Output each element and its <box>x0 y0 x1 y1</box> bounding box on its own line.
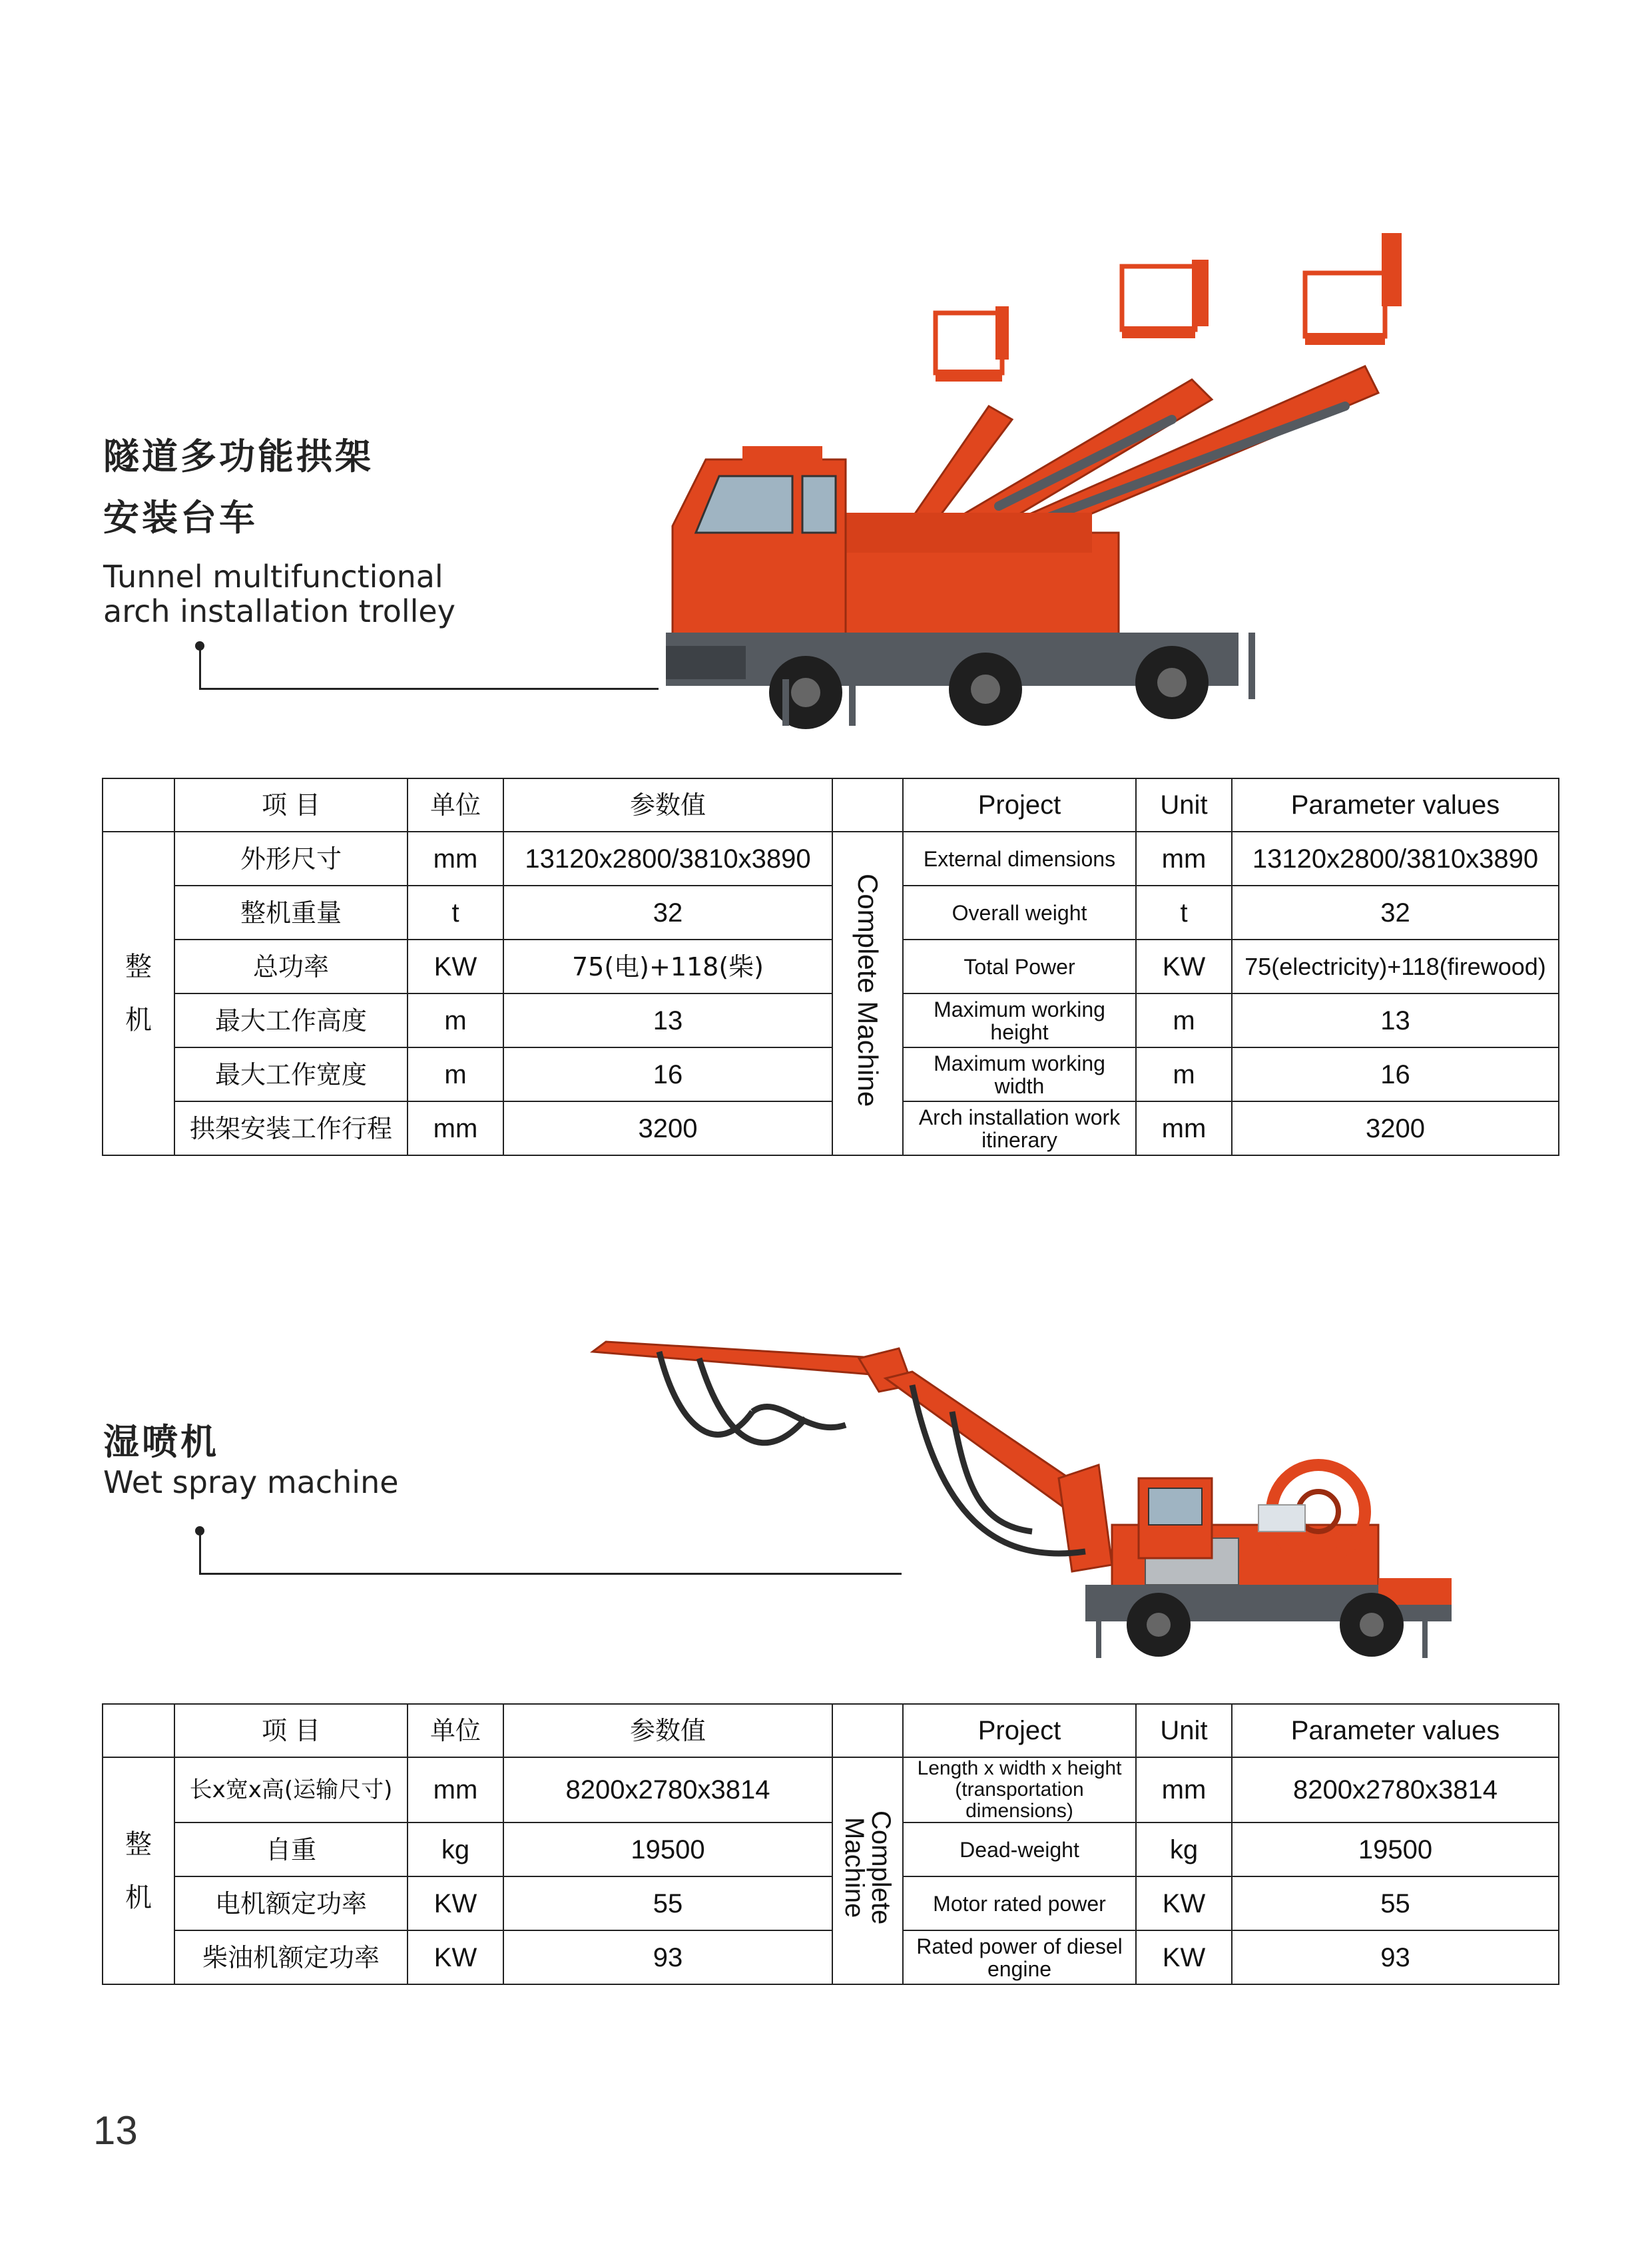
row1-unit-en: mm <box>1136 832 1232 886</box>
t2-row1-unit-en: mm <box>1136 1757 1232 1822</box>
spec-table-2 <box>102 1703 1559 1985</box>
group-label-cn-1: 整 <box>125 952 152 982</box>
group-label-en <box>832 832 903 1155</box>
t2-header-item-cn: 项 目 <box>174 1704 408 1757</box>
t2-row1-unit-cn: mm <box>408 1757 503 1822</box>
section1-title-cn <box>103 426 374 549</box>
row5-item-en: Maximum working width <box>903 1047 1136 1101</box>
t2-header-value-en: Parameter values <box>1232 1704 1559 1757</box>
row5-unit-en: m <box>1136 1047 1232 1101</box>
t2-row4-value-cn: 93 <box>503 1930 832 1984</box>
t2-row3-item-en: Motor rated power <box>903 1876 1136 1930</box>
t2-row1-item-cn: 长x宽x高(运输尺寸) <box>174 1757 408 1822</box>
row4-item-cn: 最大工作高度 <box>174 993 408 1047</box>
t2-row3-unit-en: KW <box>1136 1876 1232 1930</box>
row4-item-en: Maximum working height <box>903 993 1136 1047</box>
t2-row2-item-en: Dead-weight <box>903 1822 1136 1876</box>
t2-header-item-en: Project <box>903 1704 1136 1757</box>
row6-unit-en: mm <box>1136 1101 1232 1155</box>
section1-title-en-line2: arch installation trolley <box>103 593 455 629</box>
t2-header-blank <box>103 1704 174 1757</box>
row3-unit-en: KW <box>1136 940 1232 993</box>
t2-row2-item-cn: 自重 <box>174 1822 408 1876</box>
row6-item-en: Arch installation work itinerary <box>903 1101 1136 1155</box>
t2-header-blank-en <box>832 1704 903 1757</box>
t2-group-label-cn <box>103 1757 174 1984</box>
row5-item-cn: 最大工作宽度 <box>174 1047 408 1101</box>
t2-row4-item-cn: 柴油机额定功率 <box>174 1930 408 1984</box>
wet-spray-machine-image <box>566 1312 1485 1671</box>
row6-value-cn: 3200 <box>503 1101 832 1155</box>
row3-value-en: 75(electricity)+118(firewood) <box>1232 940 1559 993</box>
t2-row1-value-cn: 8200x2780x3814 <box>503 1757 832 1822</box>
header-item-cn: 项 目 <box>174 778 408 832</box>
t2-row4-unit-cn: KW <box>408 1930 503 1984</box>
section1-title-cn-line2: 安装台车 <box>103 497 258 539</box>
t2-header-value-cn: 参数值 <box>503 1704 832 1757</box>
t2-row3-value-en: 55 <box>1232 1876 1559 1930</box>
section1-title-en <box>103 559 455 629</box>
row2-value-en: 32 <box>1232 886 1559 940</box>
row1-value-en: 13120x2800/3810x3890 <box>1232 832 1559 886</box>
t2-row4-item-en: Rated power of diesel engine <box>903 1930 1136 1984</box>
header-blank <box>103 778 174 832</box>
row1-item-cn: 外形尺寸 <box>174 832 408 886</box>
t2-group-label-en-2: Machine <box>840 1817 869 1918</box>
t2-group-label-en-text <box>841 1811 894 1924</box>
group-label-cn <box>103 832 174 1155</box>
row1-value-cn: 13120x2800/3810x3890 <box>503 832 832 886</box>
leader-horizontal-1 <box>199 688 659 690</box>
row2-item-en: Overall weight <box>903 886 1136 940</box>
section2-title-en: Wet spray machine <box>103 1464 399 1500</box>
row2-item-cn: 整机重量 <box>174 886 408 940</box>
row4-value-cn: 13 <box>503 993 832 1047</box>
arch-trolley-image <box>626 220 1485 732</box>
row6-value-en: 3200 <box>1232 1101 1559 1155</box>
page-number: 13 <box>93 2108 138 2153</box>
section1-title-cn-line1: 隧道多功能拱架 <box>103 435 374 477</box>
t2-header-unit-en: Unit <box>1136 1704 1232 1757</box>
row3-unit-cn: KW <box>408 940 503 993</box>
leader-vertical-1 <box>199 646 201 690</box>
leader-vertical-2 <box>199 1531 201 1575</box>
t2-row2-unit-en: kg <box>1136 1822 1232 1876</box>
t2-row2-value-cn: 19500 <box>503 1822 832 1876</box>
row5-value-cn: 16 <box>503 1047 832 1101</box>
row1-item-en: External dimensions <box>903 832 1136 886</box>
t2-row4-value-en: 93 <box>1232 1930 1559 1984</box>
t2-group-label-cn-2: 机 <box>125 1882 152 1913</box>
row4-value-en: 13 <box>1232 993 1559 1047</box>
row4-unit-en: m <box>1136 993 1232 1047</box>
t2-row3-value-cn: 55 <box>503 1876 832 1930</box>
t2-row2-value-en: 19500 <box>1232 1822 1559 1876</box>
row3-value-cn: 75(电)+118(柴) <box>503 940 832 993</box>
row6-unit-cn: mm <box>408 1101 503 1155</box>
t2-row1-value-en: 8200x2780x3814 <box>1232 1757 1559 1822</box>
row4-unit-cn: m <box>408 993 503 1047</box>
row1-unit-cn: mm <box>408 832 503 886</box>
t2-header-unit-cn: 单位 <box>408 1704 503 1757</box>
section2-title-cn: 湿喷机 <box>103 1421 219 1463</box>
t2-row3-unit-cn: KW <box>408 1876 503 1930</box>
row5-value-en: 16 <box>1232 1047 1559 1101</box>
t2-row4-unit-en: KW <box>1136 1930 1232 1984</box>
row2-unit-en: t <box>1136 886 1232 940</box>
header-unit-en: Unit <box>1136 778 1232 832</box>
row2-unit-cn: t <box>408 886 503 940</box>
group-label-en-text: Complete Machine <box>852 874 884 1107</box>
t2-group-label-en <box>832 1757 903 1984</box>
row3-item-cn: 总功率 <box>174 940 408 993</box>
row2-value-cn: 32 <box>503 886 832 940</box>
row5-unit-cn: m <box>408 1047 503 1101</box>
header-item-en: Project <box>903 778 1136 832</box>
t2-row2-unit-cn: kg <box>408 1822 503 1876</box>
header-value-en: Parameter values <box>1232 778 1559 832</box>
group-label-cn-2: 机 <box>125 1005 152 1035</box>
spec-table-1 <box>102 778 1559 1156</box>
header-unit-cn: 单位 <box>408 778 503 832</box>
t2-group-label-en-1: Complete <box>866 1811 896 1925</box>
t2-row1-item-en: Length x width x height (transportation dimensions) <box>903 1757 1136 1822</box>
t2-group-label-cn-1: 整 <box>125 1828 152 1860</box>
header-blank-en <box>832 778 903 832</box>
t2-row3-item-cn: 电机额定功率 <box>174 1876 408 1930</box>
section1-title-en-line1: Tunnel multifunctional <box>103 559 443 595</box>
header-value-cn: 参数值 <box>503 778 832 832</box>
row6-item-cn: 拱架安装工作行程 <box>174 1101 408 1155</box>
row3-item-en: Total Power <box>903 940 1136 993</box>
